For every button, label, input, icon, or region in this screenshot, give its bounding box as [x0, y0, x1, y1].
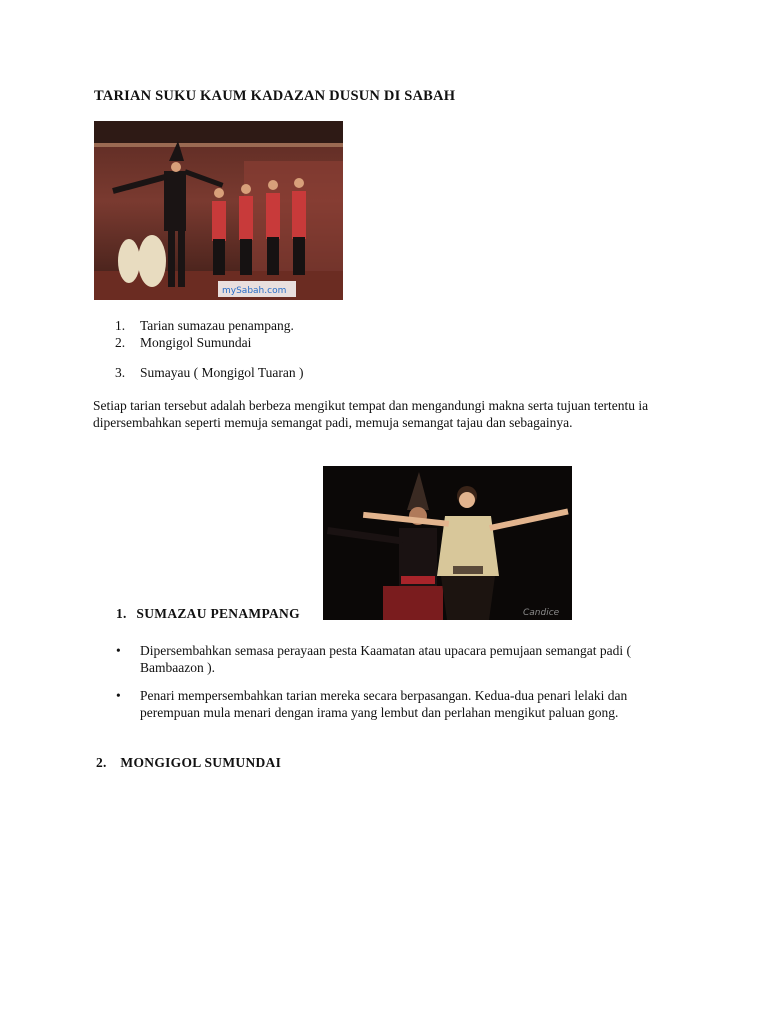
section-title: SUMAZAU PENAMPANG [136, 606, 300, 621]
dance-list-item [115, 365, 415, 382]
section-title: MONGIGOL SUMUNDAI [120, 755, 282, 770]
list-label: Tarian sumazau penampang. [140, 318, 294, 333]
bullet-item [116, 642, 676, 678]
bullet-text: Penari mempersembahkan tarian mereka secara berpasangan. Kedua-dua penari lelaki dan perempuan mula menari dengan irama yang lembut dan perlahan mengikut paluan gong. [140, 688, 628, 720]
intro-paragraph: Setiap tarian tersebut adalah berbeza mengikut tempat dan mengandungi makna serta tujuan tertentu ia dipersembahkan seperti memuja semangat padi, memuja semangat tajau dan sebagainya. [93, 398, 649, 430]
photo2-watermark: Candice [523, 608, 560, 618]
dance-list-item [115, 335, 415, 352]
dance-photo-group [94, 121, 343, 300]
photo1-watermark: mySabah.com [222, 286, 287, 296]
bullet-item [116, 687, 676, 739]
list-number: 2. [115, 335, 126, 350]
bullet-text: Dipersembahkan semasa perayaan pesta Kaamatan atau upacara pemujaan semangat padi ( Bambaazon ). [140, 643, 632, 675]
dance-list-item [115, 318, 415, 335]
dance-photo-couple [323, 466, 572, 620]
bullet-dot-icon: • [116, 643, 121, 658]
section-heading [116, 606, 300, 622]
list-label: Sumayau ( Mongigol Tuaran ) [140, 365, 304, 380]
section-number: 2. [96, 755, 107, 770]
section-number: 1. [116, 606, 127, 621]
list-number: 3. [115, 365, 126, 380]
section-heading [96, 755, 281, 771]
list-number: 1. [115, 318, 126, 333]
list-label: Mongigol Sumundai [140, 335, 252, 350]
document-title: TARIAN SUKU KAUM KADAZAN DUSUN DI SABAH [94, 88, 456, 104]
bullet-dot-icon: • [116, 688, 121, 703]
